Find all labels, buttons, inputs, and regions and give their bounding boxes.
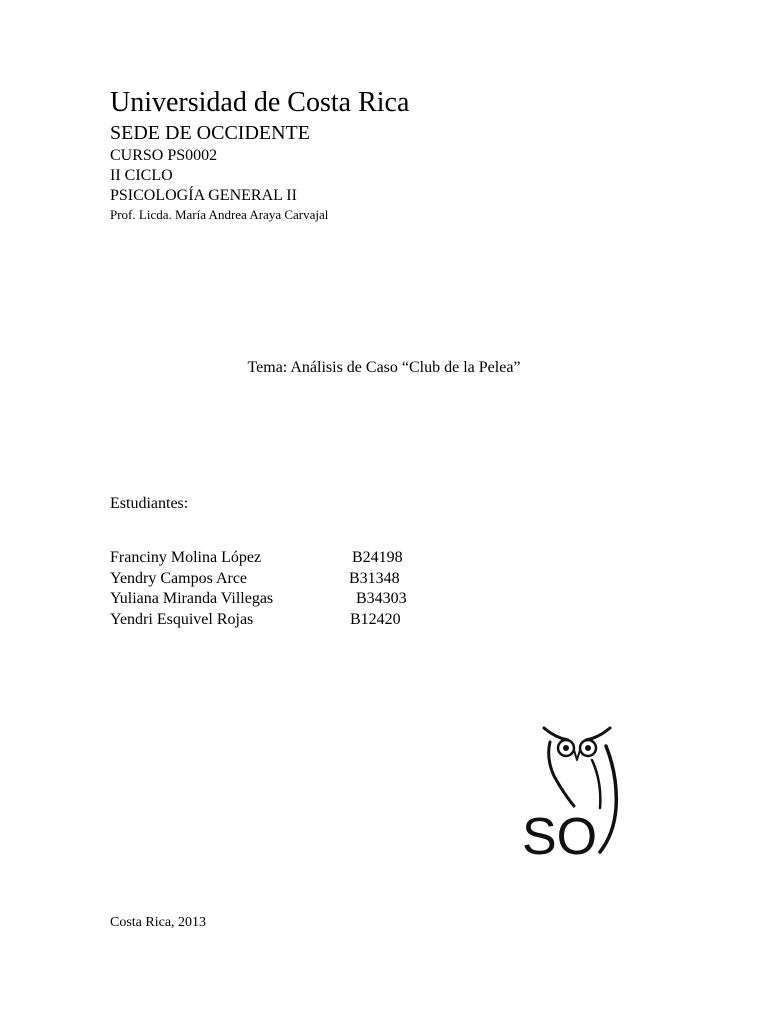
owl-icon (516, 716, 636, 866)
course-code: CURSO PS0002 (110, 147, 218, 164)
students-heading: Estudiantes: (110, 495, 189, 512)
university-title: Universidad de Costa Rica (110, 87, 410, 118)
sede-title: SEDE DE OCCIDENTE (110, 122, 310, 144)
footer-location-year: Costa Rica, 2013 (110, 915, 207, 930)
student-name: Yendry Campos Arce (110, 570, 248, 587)
student-id: B12420 (350, 611, 401, 628)
student-name: Franciny Molina López (110, 549, 262, 566)
logo-text: SO (522, 808, 598, 866)
professor: Prof. Licda. María Andrea Araya Carvajal (110, 207, 329, 222)
student-id: B31348 (349, 570, 400, 587)
student-id: B24198 (352, 549, 403, 566)
logo (516, 716, 636, 866)
subject: PSICOLOGÍA GENERAL II (110, 187, 297, 204)
cycle: II CICLO (110, 167, 173, 184)
student-id: B34303 (356, 590, 407, 607)
topic-title: Tema: Análisis de Caso “Club de la Pelea” (247, 359, 521, 376)
student-name: Yendri Esquivel Rojas (110, 611, 254, 628)
student-name: Yuliana Miranda Villegas (110, 590, 274, 607)
